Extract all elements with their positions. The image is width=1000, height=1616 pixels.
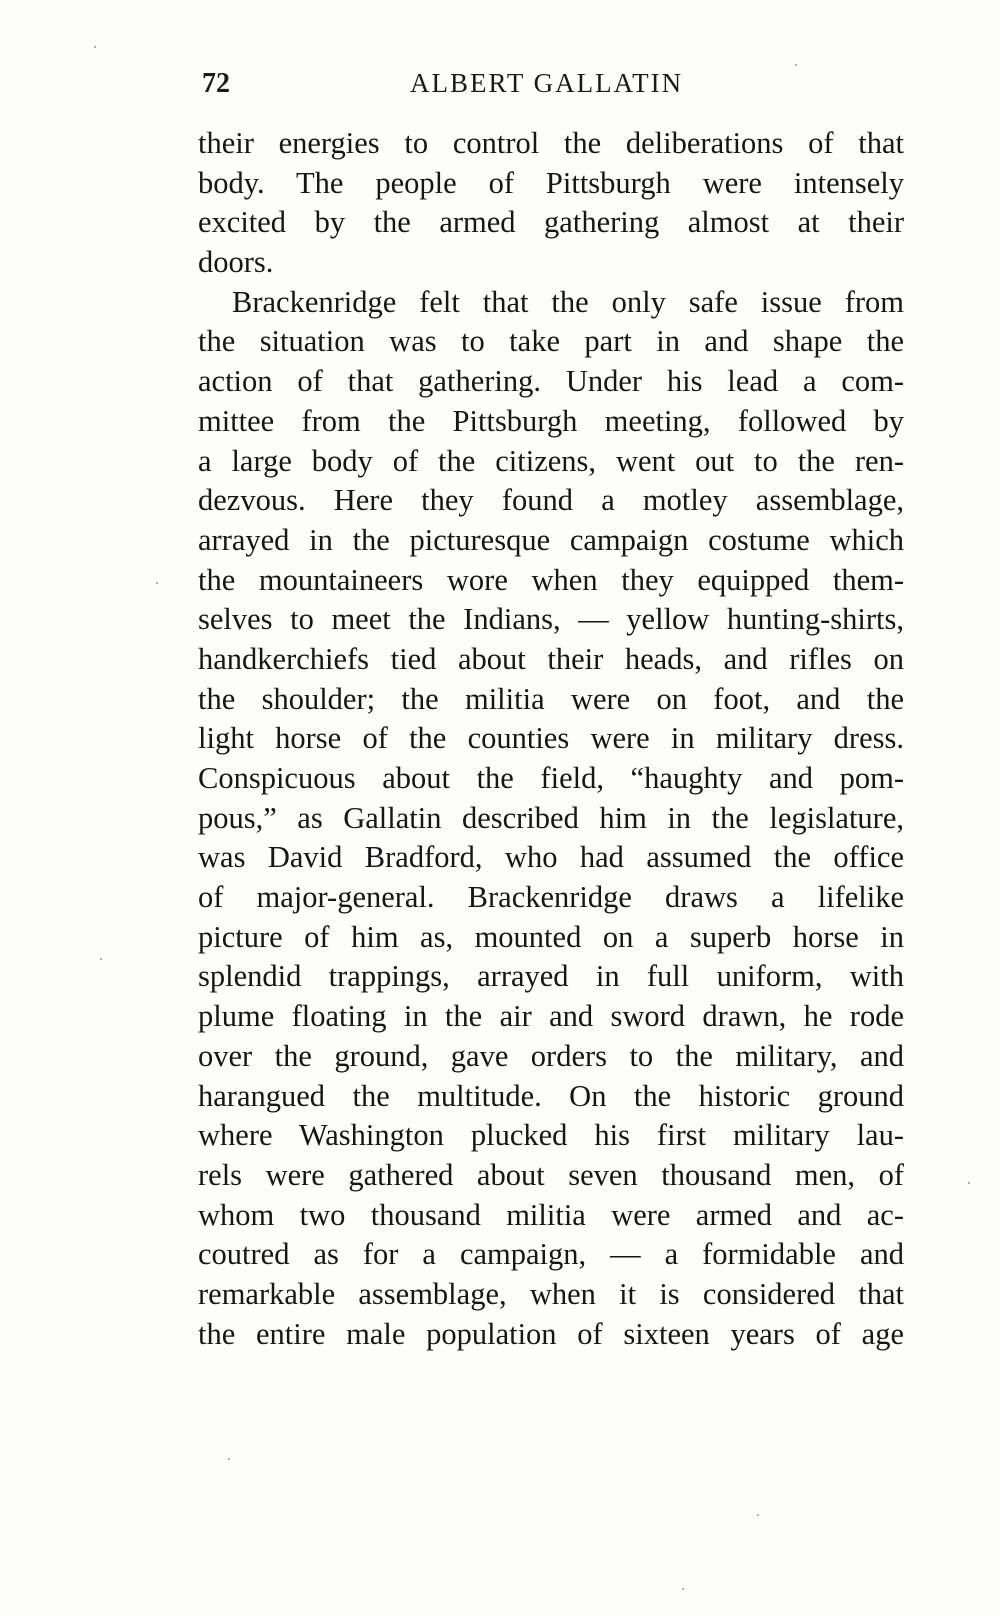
- body-text: [198, 124, 904, 1354]
- text-line: their energies to control the deliberations of that: [198, 126, 904, 160]
- text-line: excited by the armed gathering almost at their: [198, 205, 904, 240]
- text-line: splendid trappings, arrayed in full uniform, with: [198, 959, 904, 994]
- text-line: of major-general. Brackenridge draws a lifelike: [198, 880, 904, 915]
- text-line: harangued the multitude. On the historic ground: [198, 1078, 904, 1113]
- text-line: handkerchiefs tied about their heads, and rifles on: [198, 641, 904, 676]
- text-line: over the ground, gave orders to the military, and: [198, 1038, 904, 1073]
- text-line: the mountaineers wore when they equipped them-: [198, 562, 904, 597]
- text-line: was David Bradford, who had assumed the office: [198, 840, 904, 875]
- text-line: arrayed in the picturesque campaign costume which: [198, 522, 904, 557]
- scan-speck: [968, 1182, 970, 1184]
- text-line: where Washington plucked his first military lau-: [198, 1118, 904, 1153]
- scan-speck: [94, 46, 96, 48]
- text-line: remarkable assemblage, when it is considered that: [198, 1276, 904, 1311]
- text-line: dezvous. Here they found a motley assemblage,: [198, 483, 904, 518]
- text-line: body. The people of Pittsburgh were intensely: [198, 165, 904, 200]
- running-head: ALBERT GALLATIN: [410, 68, 684, 98]
- text-line: doors.: [198, 245, 274, 280]
- scan-speck: [757, 1514, 759, 1516]
- text-line: the situation was to take part in and shape the: [198, 324, 904, 359]
- text-line: plume floating in the air and sword drawn, he rode: [198, 999, 904, 1034]
- page-header: [202, 68, 902, 108]
- scan-speck: [228, 1458, 230, 1460]
- text-line: a large body of the citizens, went out to the ren-: [198, 443, 904, 478]
- scan-speck: [682, 1588, 684, 1590]
- text-line: light horse of the counties were in military dress.: [198, 721, 904, 756]
- text-line: the shoulder; the militia were on foot, and the: [198, 681, 904, 716]
- scan-speck: [100, 958, 102, 960]
- text-line: Brackenridge felt that the only safe issue from: [232, 284, 904, 319]
- text-line: picture of him as, mounted on a superb horse in: [198, 919, 904, 954]
- text-line: selves to meet the Indians, — yellow hunting-shirts,: [198, 602, 904, 637]
- text-line: whom two thousand militia were armed and ac-: [198, 1197, 904, 1232]
- text-line: Conspicuous about the field, “haughty and pom-: [198, 761, 904, 795]
- text-line: coutred as for a campaign, — a formidable and: [198, 1237, 904, 1272]
- scan-speck: [795, 64, 797, 66]
- page-number: 72: [202, 68, 230, 99]
- text-line: the entire male population of sixteen years of age: [198, 1316, 904, 1351]
- text-line: mittee from the Pittsburgh meeting, followed by: [198, 403, 904, 438]
- text-line: pous,” as Gallatin described him in the legislature,: [198, 800, 904, 835]
- scan-speck: [156, 582, 158, 584]
- text-line: rels were gathered about seven thousand men, of: [198, 1157, 904, 1192]
- text-line: action of that gathering. Under his lead a com-: [198, 364, 904, 399]
